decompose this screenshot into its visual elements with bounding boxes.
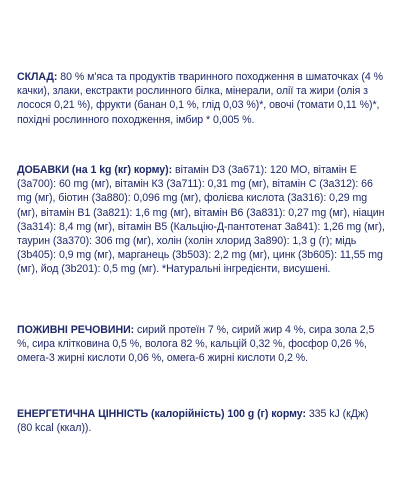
energy-text: 335 kJ (кДж) (80 kcal (ккал)). xyxy=(17,408,369,435)
additives-section xyxy=(17,163,385,277)
additives-text: вітамін D3 (3а671): 120 МО, вітамін E (3а700): 60 mg (мг), вітамін К3 (3а711): 0,31 mg (мг), вітамін C (3а312): 66 mg (мг), біотин (3а880): 0,096 mg (мг), фолієва кислота (3а316): 0,29 mg (мг), вітамін B1 (3а821): 1,6 mg (мг), вітамін B6 (3а831): 0,27 mg (мг), ніацин (3а314): 8,4 mg (мг), вітамін B5 (Кальцію-Д-пантотенат 3а841): 1,26 mg (мг), таурин (3а370): 306 mg (мг), холін (холін хлорид 3а890): 1,3 g (г); мідь (3b405): 0,9 mg (мг), марганець (3b503): 2,2 mg (мг), цинк (3b605): 11,55 mg (мг), йод (3b201): 0,5 mg (мг). *Натуральні інгредієнти, висушені. xyxy=(17,164,385,276)
energy-heading: ЕНЕРГЕТИЧНА ЦІННІСТЬ (калорійність) 100 g (г) корму: xyxy=(17,408,306,420)
composition-heading: СКЛАД: xyxy=(17,71,58,83)
nutrients-heading: ПОЖИВНІ РЕЧОВИНИ: xyxy=(17,324,135,336)
nutrients-section xyxy=(17,323,385,366)
additives-heading: ДОБАВКИ (на 1 kg (кг) корму): xyxy=(17,164,173,176)
composition-section xyxy=(17,70,385,127)
composition-text: 80 % м'яса та продуктів тваринного походження в шматочках (4 % качки), злаки, екстракти рослинного білка, мінерали, олії та жири (олія з лосося 0,21 %), фрукти (банан 0,1 %, глід 0,03 %)*, овочі (томати 0,11 %)*, похідні рослинного походження, імбир * 0,005 %. xyxy=(17,71,384,126)
energy-section xyxy=(17,407,385,435)
nutrients-text: сирий протеїн 7 %, сирий жир 4 %, сира зола 2,5 %, сира клітковина 0,5 %, вологa 82 %, кальцій 0,32 %, фосфор 0,26 %, омега-3 жирні кислоти 0,06 %, омега-6 жирні кислоти 0,2 %. xyxy=(17,324,375,365)
